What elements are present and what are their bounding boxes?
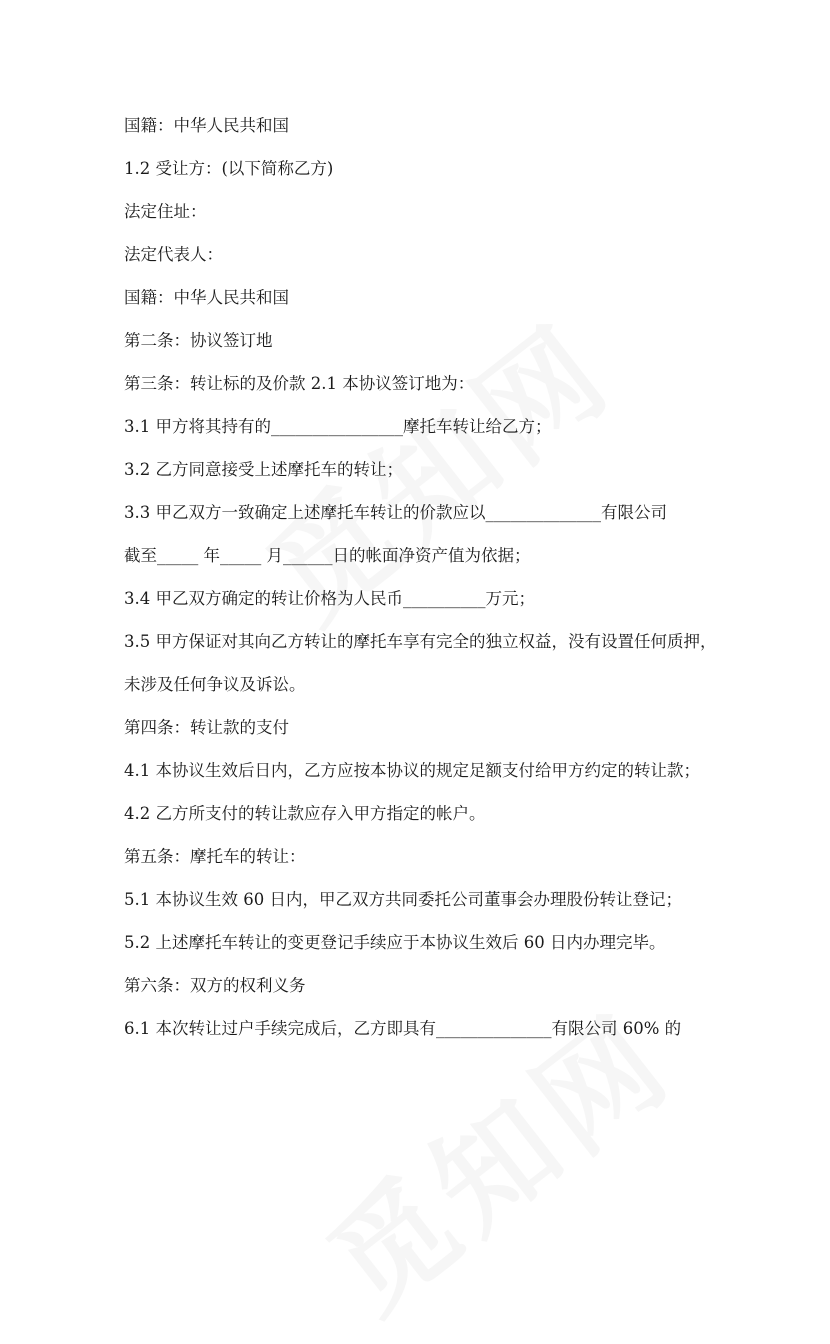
clause-3-2: 3.2 乙方同意接受上述摩托车的转让； — [124, 460, 403, 479]
document-body — [124, 104, 724, 1050]
clause-4-1: 4.1 本协议生效后日内，乙方应按本协议的规定足额支付给甲方约定的转让款； — [124, 761, 700, 780]
article-6-heading: 第六条：双方的权利义务 — [124, 976, 306, 995]
clause-3-3-continued: 截至_____ 年_____ 月______日的帐面净资产值为依据； — [124, 546, 531, 565]
article-2-heading: 第二条：协议签订地 — [124, 331, 273, 350]
article-5-heading: 第五条：摩托车的转让： — [124, 847, 306, 866]
clause-3-3: 3.3 甲乙双方一致确定上述摩托车转让的价款应以______________有限公司 — [124, 503, 667, 522]
clause-5-1: 5.1 本协议生效 60 日内，甲乙双方共同委托公司董事会办理股份转让登记； — [124, 890, 682, 909]
clause-6-1: 6.1 本次转让过户手续完成后，乙方即具有______________有限公司 60% 的 — [124, 1019, 682, 1038]
legal-address-line: 法定住址： — [124, 202, 207, 221]
article-3-heading: 第三条：转让标的及价款 2.1 本协议签订地为： — [124, 374, 475, 393]
clause-1-2-transferee: 1.2 受让方：(以下简称乙方) — [124, 159, 334, 178]
legal-representative-line: 法定代表人： — [124, 245, 223, 264]
nationality-line-transferor: 国籍：中华人民共和国 — [124, 116, 289, 135]
article-4-heading: 第四条：转让款的支付 — [124, 718, 289, 737]
clause-3-1: 3.1 甲方将其持有的________________摩托车转让给乙方； — [124, 417, 552, 436]
clause-3-5: 3.5 甲方保证对其向乙方转让的摩托车享有完全的独立权益，没有设置任何质押， — [124, 632, 717, 651]
clause-3-5-continued: 未涉及任何争议及诉讼。 — [124, 675, 306, 694]
clause-5-2: 5.2 上述摩托车转让的变更登记手续应于本协议生效后 60 日内办理完毕。 — [124, 933, 666, 952]
clause-3-4: 3.4 甲乙双方确定的转让价格为人民币__________万元； — [124, 589, 535, 608]
nationality-line-transferee: 国籍：中华人民共和国 — [124, 288, 289, 307]
clause-4-2: 4.2 乙方所支付的转让款应存入甲方指定的帐户。 — [124, 804, 486, 823]
